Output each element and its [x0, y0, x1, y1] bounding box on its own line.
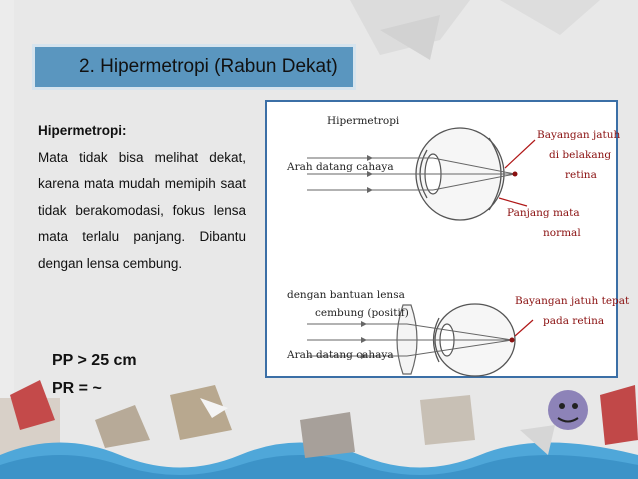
top-title-label: Hipermetropi [327, 115, 400, 127]
far-point-text: PR = ~ [52, 380, 102, 397]
eye-diagram [267, 102, 630, 376]
near-point-text: PP > 25 cm [52, 352, 137, 369]
top-image-label-2: di belakang [549, 149, 612, 161]
description-block [38, 118, 246, 277]
bottom-image-label-2: pada retina [543, 315, 605, 327]
bottom-focus-point [510, 338, 515, 343]
top-image-label-1: Bayangan jatuh [537, 129, 621, 141]
slide-title-text: 2. Hipermetropi (Rabun Dekat) [79, 56, 338, 77]
top-image-label-3: retina [565, 169, 597, 181]
description-body: Mata tidak bisa melihat dekat, karena mata mudah memipih saat tidak berakomodasi, fokus lensa mata terlalu panjang. Dibantu dengan lensa cembung. [38, 149, 246, 271]
top-incoming-label: Arah datang cahaya [287, 161, 394, 173]
bottom-title-label-1: dengan bantuan lensa [287, 289, 405, 301]
top-normal-label-2: normal [543, 227, 581, 239]
top-eye-diagram [307, 128, 535, 220]
bottom-title-label-2: cembung (positif) [315, 307, 409, 319]
top-focus-point [513, 172, 518, 177]
bottom-incoming-label: Arah datang cahaya [287, 349, 394, 361]
eye-diagram-figure [265, 100, 630, 378]
description-heading: Hipermetropi: [38, 123, 127, 138]
bottom-image-label-1: Bayangan jatuh tepat [515, 295, 630, 307]
slide-title [32, 44, 356, 90]
top-normal-label-1: Panjang mata [507, 207, 580, 219]
